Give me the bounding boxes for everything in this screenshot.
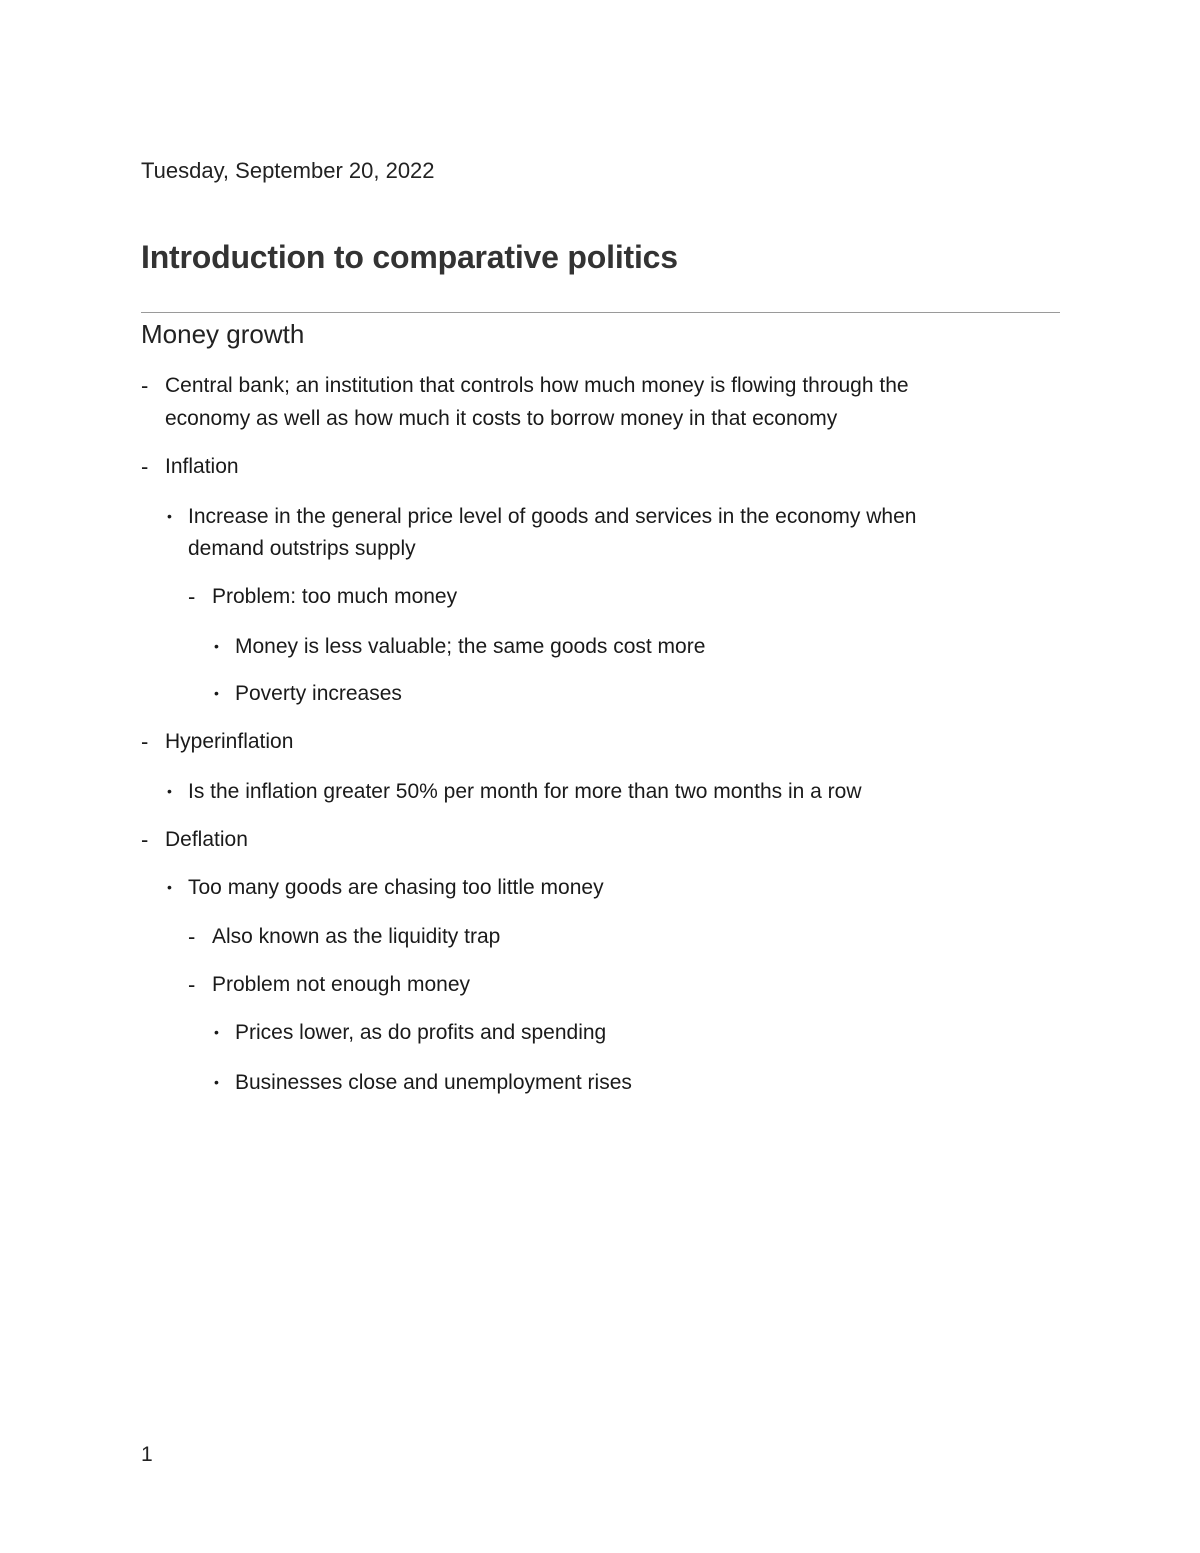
list-item: Businesses close and unemployment rises (235, 1071, 632, 1094)
list-item: Increase in the general price level of goods and services in the economy when (188, 505, 917, 528)
dot-bullet-icon: • (167, 879, 172, 895)
list-item: Money is less valuable; the same goods cost more (235, 635, 706, 658)
dash-bullet-icon: - (188, 584, 196, 609)
list-item: Too many goods are chasing too little money (188, 876, 604, 899)
title-divider (141, 312, 1060, 313)
list-item: Central bank; an institution that controls how much money is flowing through the (165, 374, 909, 397)
dash-bullet-icon: - (141, 729, 149, 754)
page-title: Introduction to comparative politics (141, 239, 678, 275)
list-item: Problem: too much money (212, 585, 458, 608)
list-item-continuation: demand outstrips supply (188, 537, 416, 560)
dot-bullet-icon: • (214, 1074, 219, 1090)
list-item-continuation: economy as well as how much it costs to borrow money in that economy (165, 407, 838, 430)
dash-bullet-icon: - (141, 454, 149, 479)
dash-bullet-icon: - (188, 924, 196, 949)
dot-bullet-icon: • (167, 508, 172, 524)
list-item: Is the inflation greater 50% per month for more than two months in a row (188, 780, 862, 803)
dot-bullet-icon: • (214, 685, 219, 701)
dot-bullet-icon: • (214, 638, 219, 654)
dash-bullet-icon: - (141, 373, 149, 398)
dash-bullet-icon: - (188, 972, 196, 997)
list-item: Hyperinflation (165, 730, 294, 753)
document-date: Tuesday, September 20, 2022 (141, 158, 435, 183)
dash-bullet-icon: - (141, 827, 149, 852)
list-item: Deflation (165, 828, 248, 851)
list-item: Poverty increases (235, 682, 402, 705)
list-item: Problem not enough money (212, 973, 470, 996)
list-item: Also known as the liquidity trap (212, 925, 501, 948)
list-item: Inflation (165, 455, 239, 478)
page-number: 1 (141, 1443, 153, 1466)
dot-bullet-icon: • (214, 1024, 219, 1040)
dot-bullet-icon: • (167, 783, 172, 799)
list-item: Prices lower, as do profits and spending (235, 1021, 607, 1044)
section-heading: Money growth (141, 319, 305, 349)
